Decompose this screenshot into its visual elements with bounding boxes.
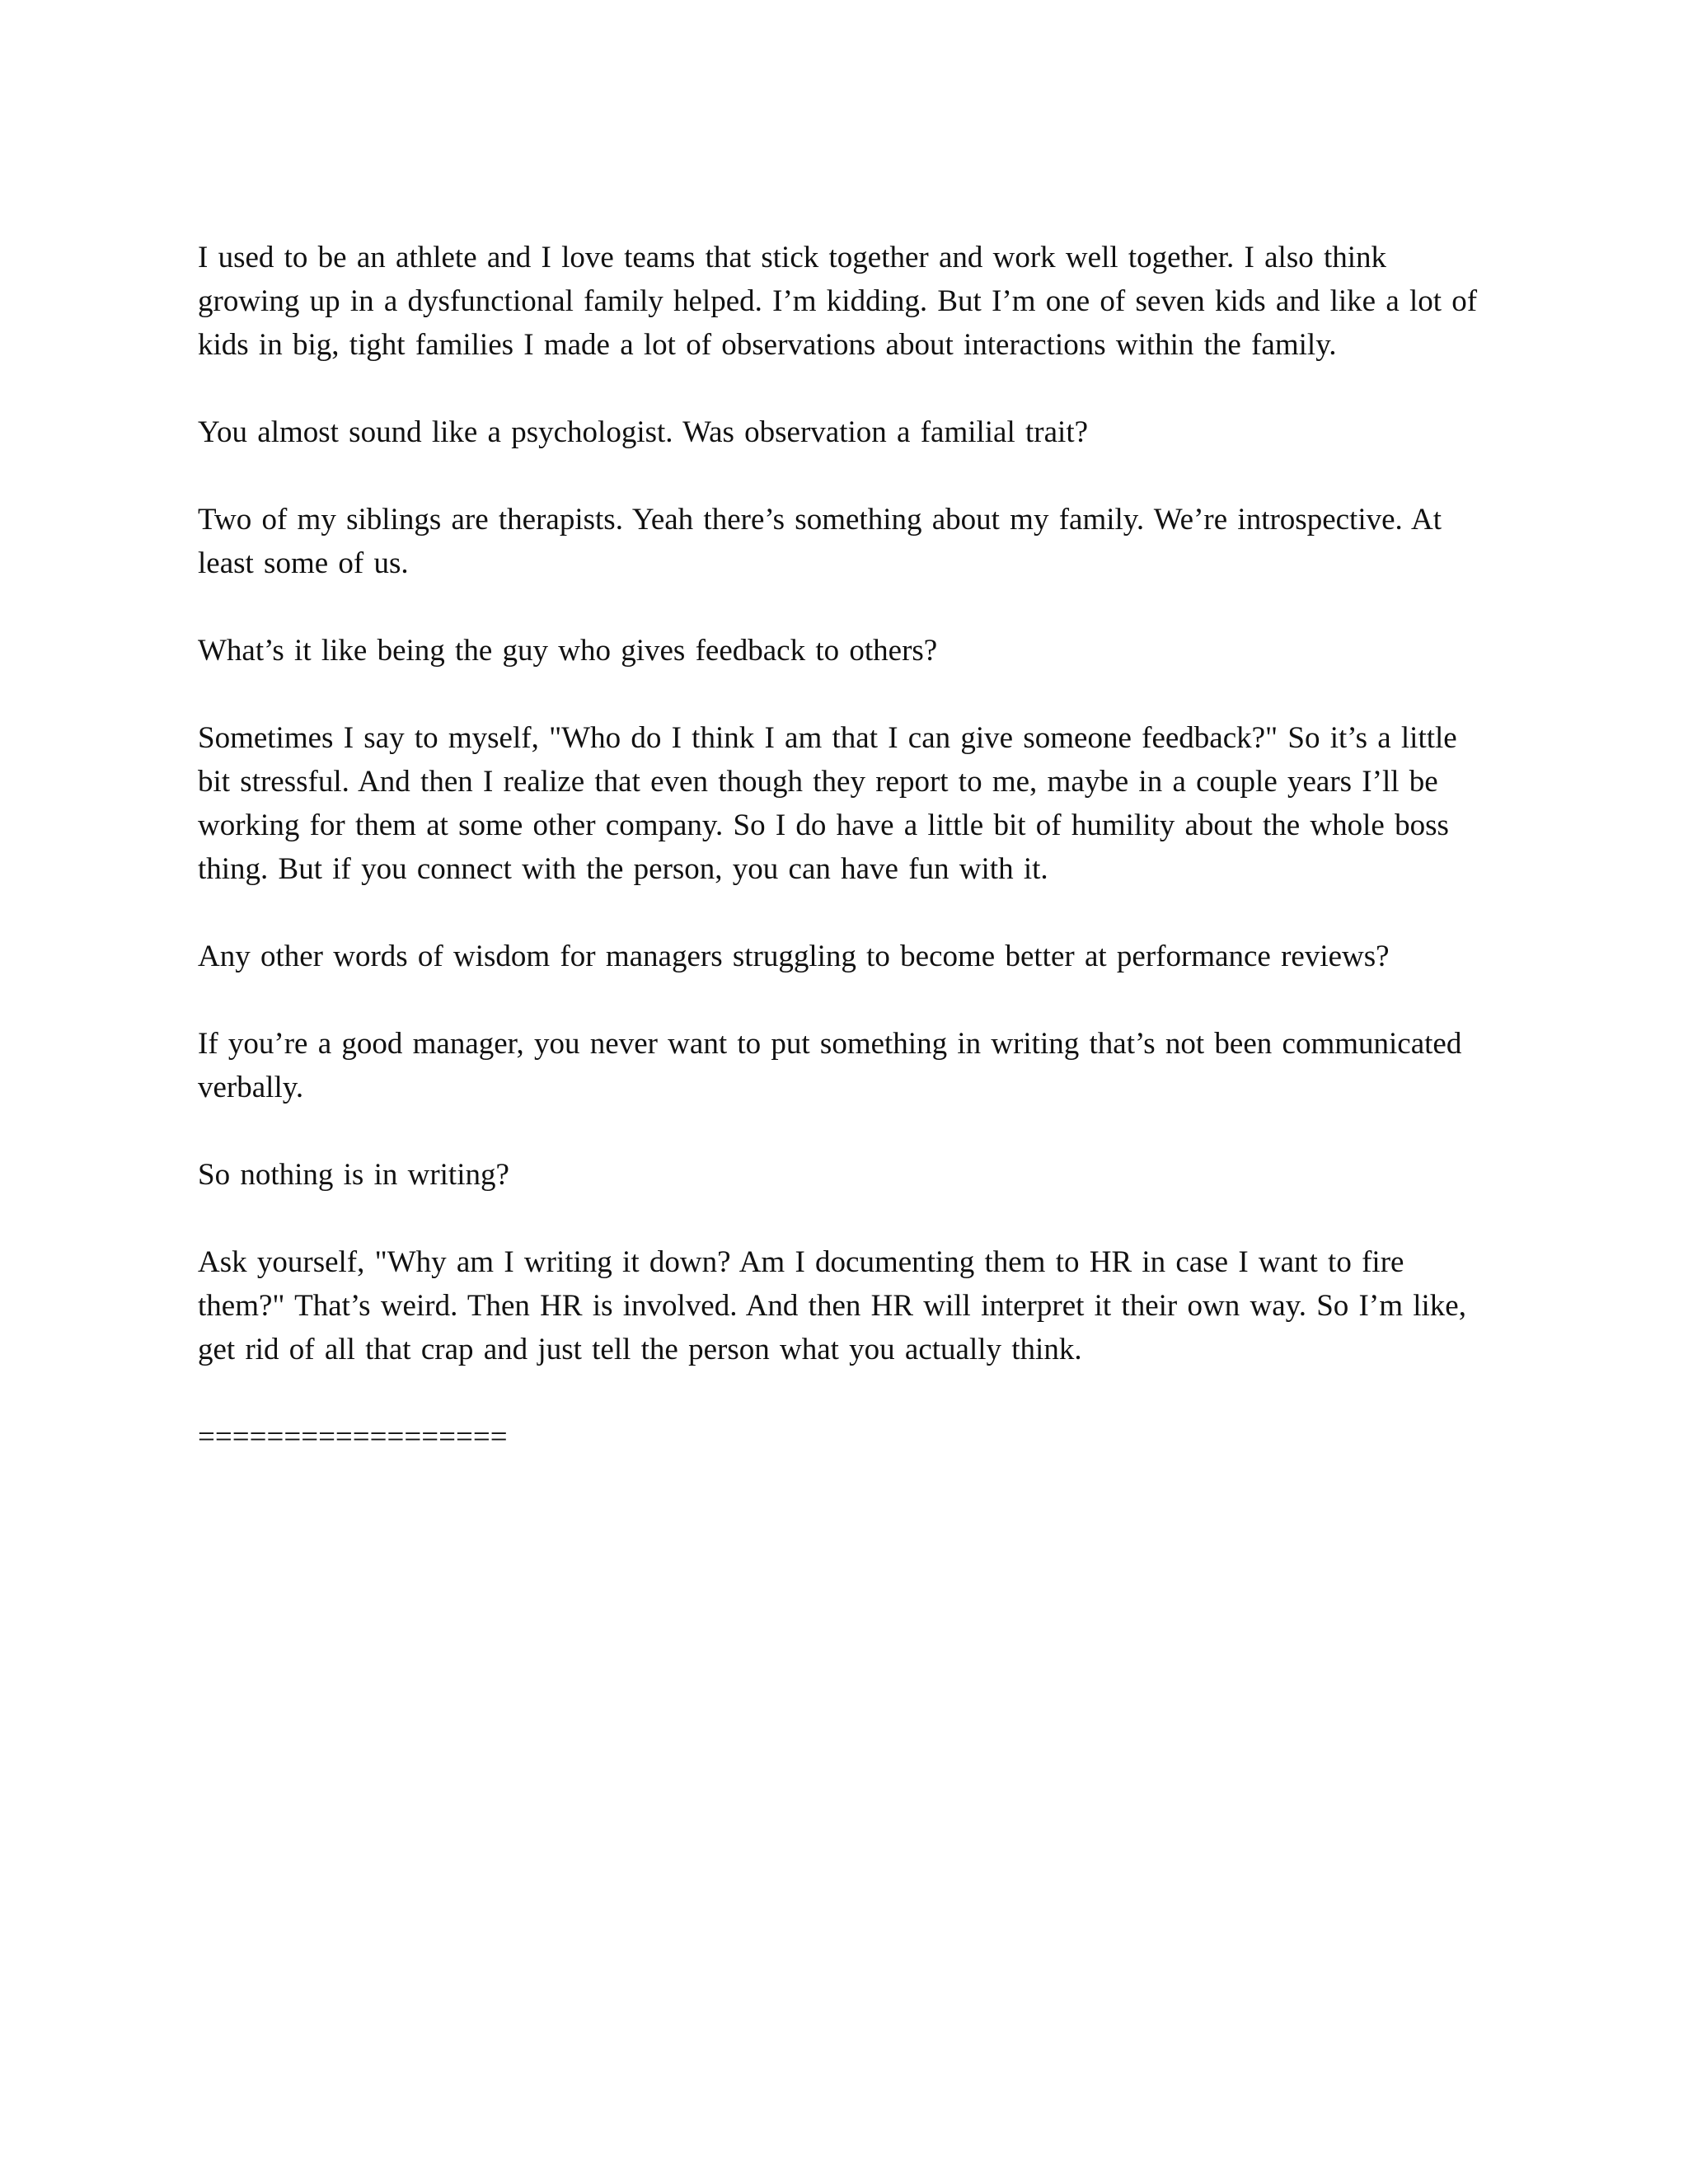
paragraph-siblings-answer: Two of my siblings are therapists. Yeah there’s something about my family. We’re introspective. At least some of us. <box>198 503 1442 580</box>
paragraph-athlete-answer: I used to be an athlete and I love teams that stick together and work well together. I also think growing up in a dysfunctional family helped. I’m kidding. But I’m one of seven kids and like a lot of kids in big, tight families I made a lot of observations about interactions within the family. <box>198 241 1478 362</box>
paragraph-psychologist-question: You almost sound like a psychologist. Was observation a familial trait? <box>198 415 1089 449</box>
document-body <box>198 236 1484 1459</box>
paragraph-feedback-question: What’s it like being the guy who gives feedback to others? <box>198 634 938 668</box>
paragraph-stressful-answer: Sometimes I say to myself, "Who do I think I am that I can give someone feedback?" So it’s a little bit stressful. And then I realize that even though they report to me, maybe in a couple years I’ll be working for them at some other company. So I do have a little bit of humility about the whole boss thing. But if you connect with the person, you can have fun with it. <box>198 721 1457 886</box>
paragraph-wisdom-question: Any other words of wisdom for managers struggling to become better at performance reviews? <box>198 940 1390 973</box>
separator-line: ================== <box>198 1420 508 1454</box>
paragraph-ask-yourself-answer: Ask yourself, "Why am I writing it down? Am I documenting them to HR in case I want to fire them?" That’s weird. Then HR is involved. And then HR will interpret it their own way. So I’m like, get rid of all that crap and just tell the person what you actually think. <box>198 1245 1466 1366</box>
paragraph-good-manager-answer: If you’re a good manager, you never want to put something in writing that’s not been communicated verbally. <box>198 1027 1462 1104</box>
paragraph-writing-question: So nothing is in writing? <box>198 1158 509 1192</box>
